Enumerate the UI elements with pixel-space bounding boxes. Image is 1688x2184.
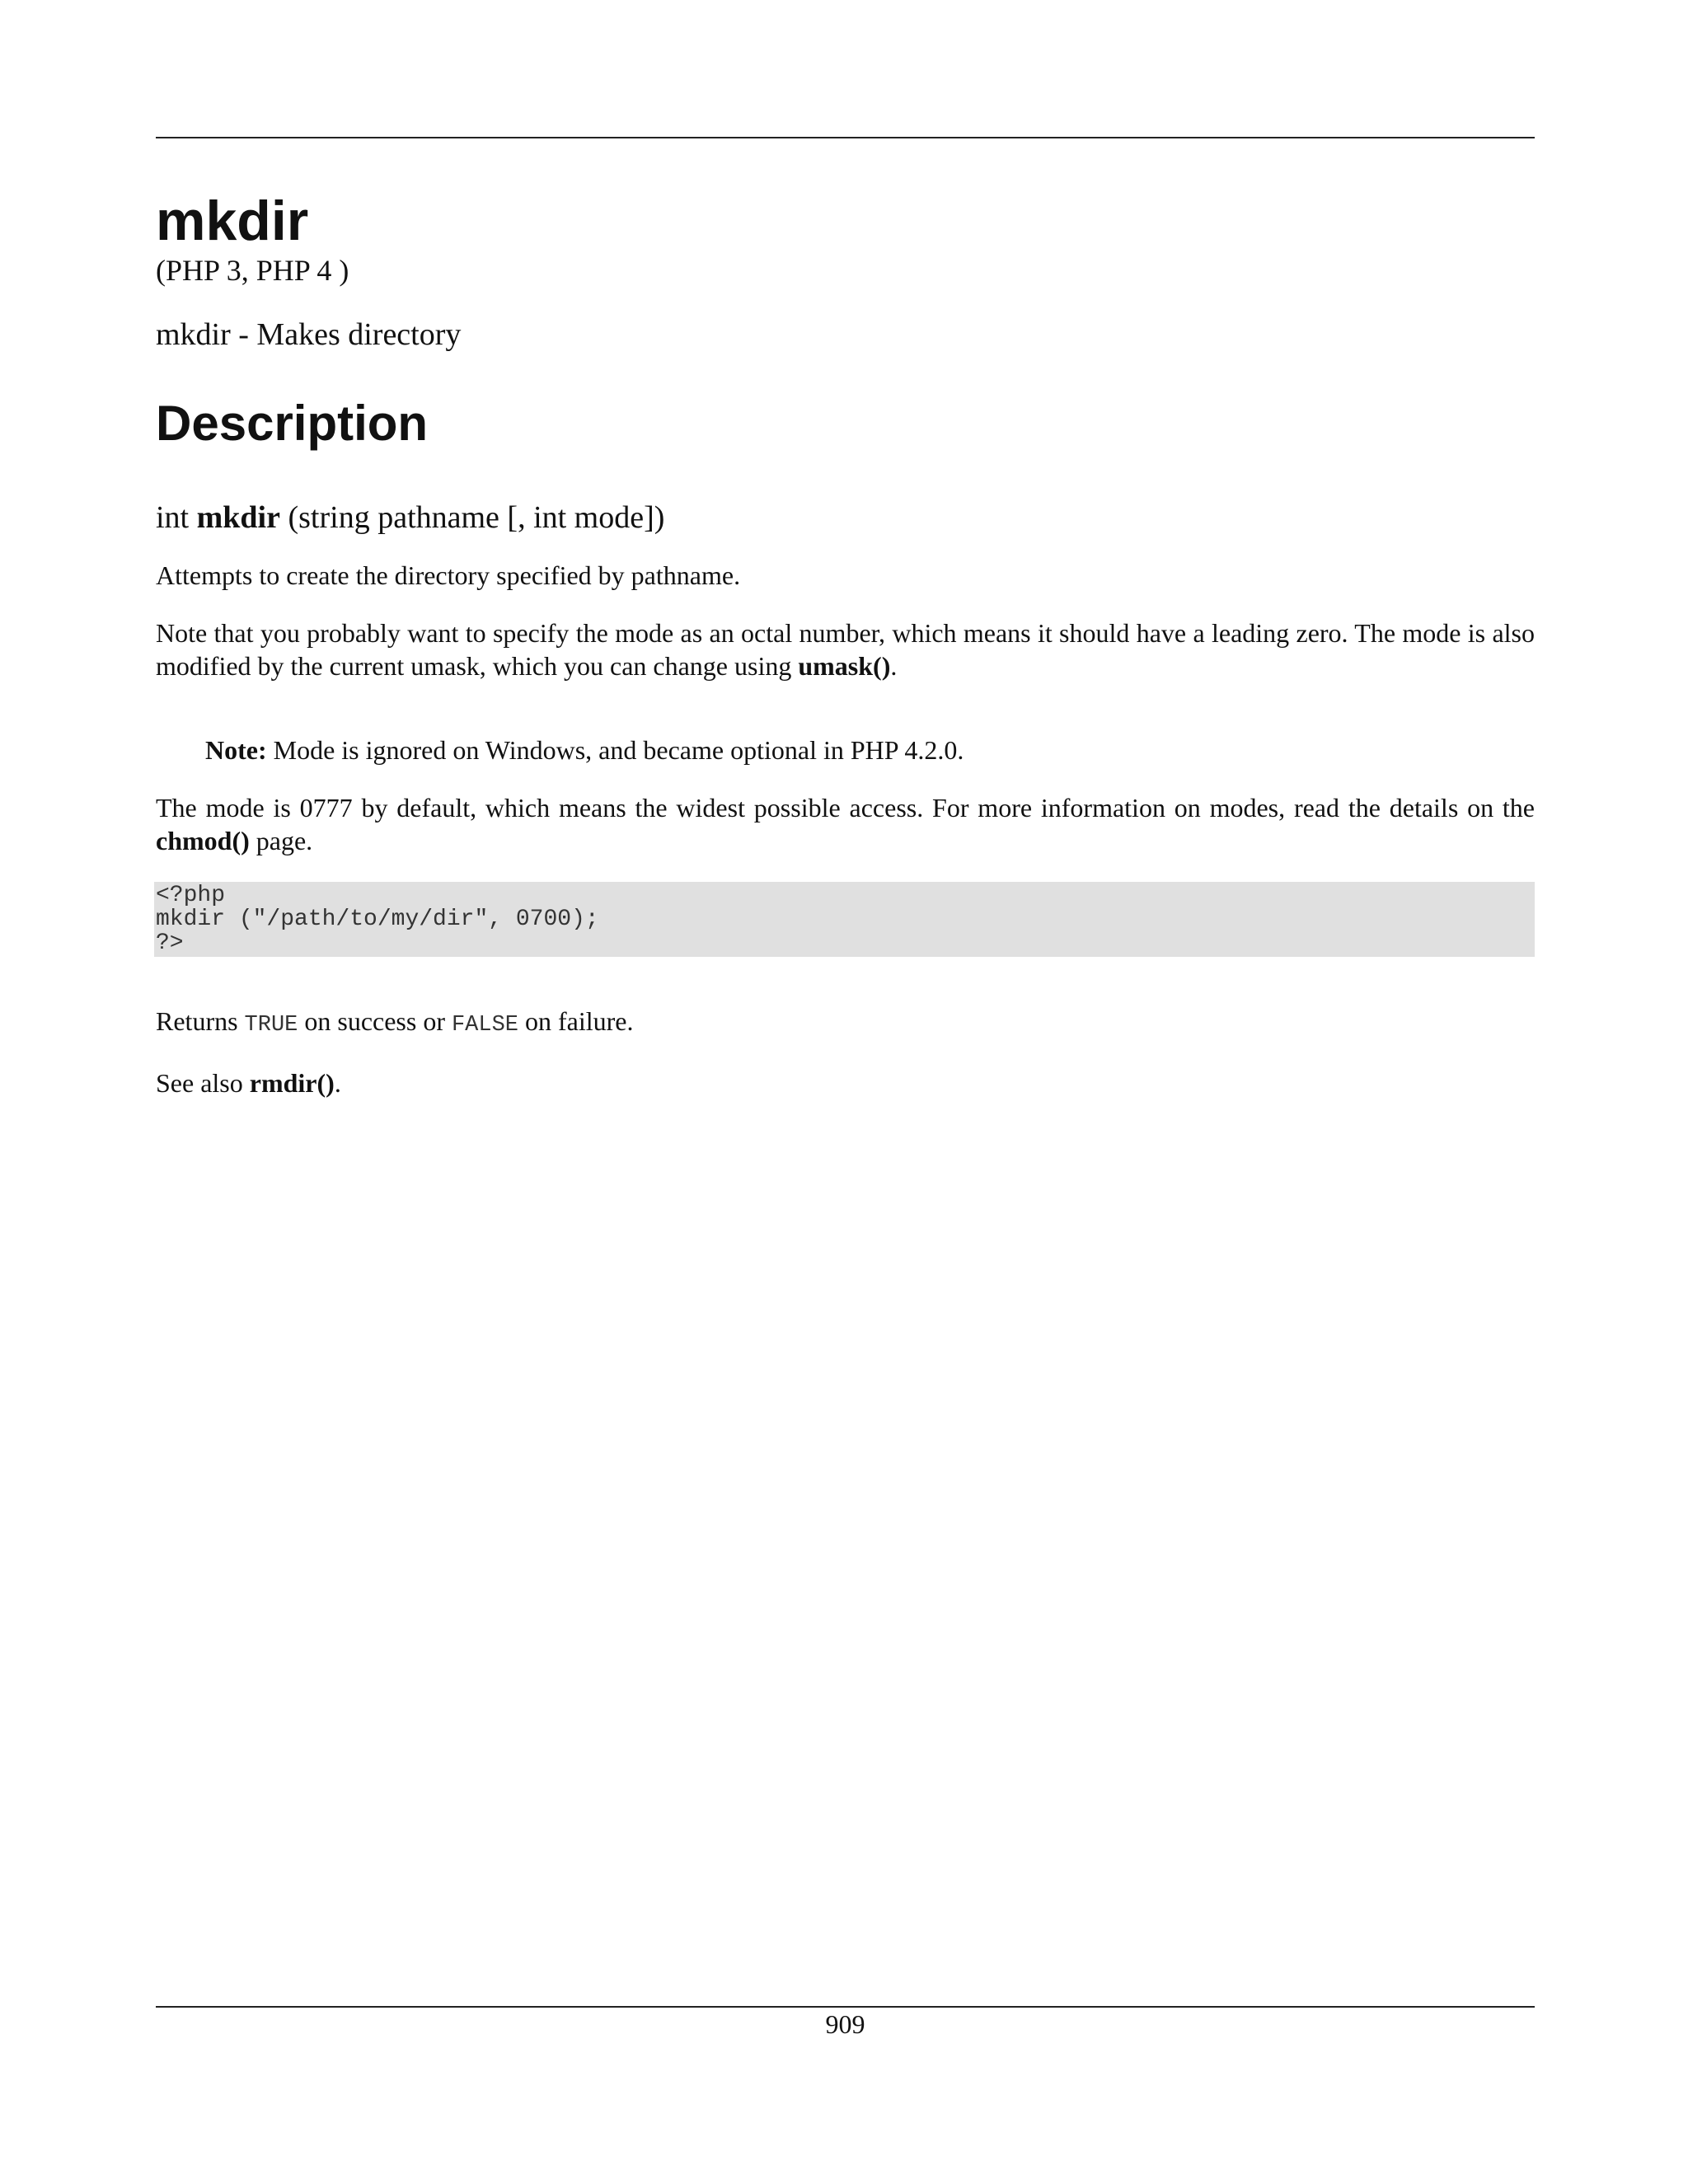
- see-also-end: .: [334, 1068, 341, 1098]
- rmdir-link[interactable]: rmdir(): [249, 1068, 335, 1098]
- description-heading: Description: [156, 396, 429, 451]
- chmod-link[interactable]: chmod(): [156, 826, 250, 855]
- paragraph-default-mode-text: The mode is 0777 by default, which means the widest possible access. For more information on modes, read the details on the: [156, 793, 1535, 823]
- function-purpose: mkdir - Makes directory: [156, 317, 462, 352]
- paragraph-returns: [156, 1005, 1535, 1042]
- return-type: int: [156, 500, 190, 535]
- paragraph-attempts: Attempts to create the directory specified by pathname.: [156, 560, 741, 590]
- header-rule: [156, 137, 1535, 138]
- paragraph-default-mode-end: page.: [249, 826, 313, 855]
- note-label: Note:: [205, 735, 267, 765]
- page-content: [156, 188, 1535, 1099]
- true-constant: TRUE: [244, 1013, 298, 1038]
- function-synopsis: [156, 499, 1535, 536]
- page-number: 909: [825, 2009, 865, 2039]
- returns-mid: on success or: [298, 1006, 452, 1036]
- note-text: Mode is ignored on Windows, and became optional in PHP 4.2.0.: [266, 735, 964, 765]
- paragraph-octal-mode-end: .: [890, 651, 898, 681]
- paragraph-octal-mode: [156, 616, 1535, 682]
- returns-end: on failure.: [518, 1006, 634, 1036]
- paragraph-default-mode: [156, 791, 1535, 857]
- php-versions: (PHP 3, PHP 4 ): [156, 254, 349, 287]
- false-constant: FALSE: [451, 1013, 518, 1038]
- note-windows: [205, 733, 1535, 766]
- see-also-pre: See also: [156, 1068, 250, 1098]
- code-example: <?php mkdir ("/path/to/my/dir", 0700); ?>: [154, 882, 1535, 957]
- function-title: mkdir: [156, 190, 309, 252]
- paragraph-octal-mode-text: Note that you probably want to specify the mode as an octal number, which means it should have a leading zero. The mode is also modified by the current umask, which you can change using: [156, 618, 1535, 681]
- paragraph-see-also: [156, 1066, 1535, 1099]
- returns-pre: Returns: [156, 1006, 245, 1036]
- umask-link[interactable]: umask(): [798, 651, 891, 681]
- synopsis-function-name: mkdir: [196, 500, 280, 535]
- synopsis-params: (string pathname [, int mode]): [288, 500, 665, 535]
